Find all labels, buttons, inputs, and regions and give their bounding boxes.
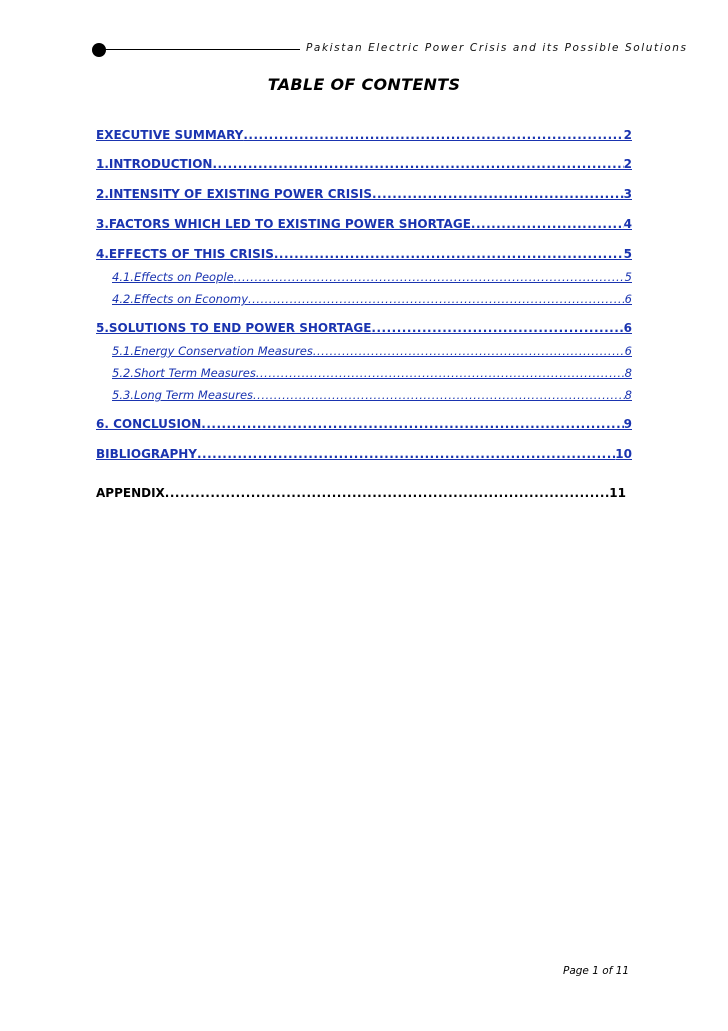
toc-entry-page: 8 bbox=[624, 366, 632, 380]
bullet-dot-icon bbox=[92, 43, 106, 57]
dot-leader bbox=[248, 292, 625, 306]
toc-entry-page: 6 bbox=[624, 344, 632, 358]
dot-leader bbox=[234, 270, 625, 284]
toc-entry-label: 6. CONCLUSION bbox=[96, 417, 202, 431]
dot-leader bbox=[274, 247, 624, 261]
toc-entry-page: 2 bbox=[623, 128, 632, 142]
dot-leader bbox=[243, 128, 623, 142]
toc-entry-executive-summary[interactable] bbox=[96, 128, 632, 142]
toc-entry-label: APPENDIX bbox=[96, 486, 165, 500]
toc-entry-page: 9 bbox=[623, 417, 632, 431]
page-number: Page 1 of 11 bbox=[563, 965, 630, 977]
toc-entry-page: 8 bbox=[624, 388, 632, 402]
toc-entry-page: 2 bbox=[623, 157, 632, 171]
toc-entry-page: 5 bbox=[624, 270, 632, 284]
dot-leader bbox=[313, 344, 625, 358]
dot-leader bbox=[201, 417, 623, 431]
dot-leader bbox=[253, 388, 625, 402]
toc-entry-label: 5.SOLUTIONS TO END POWER SHORTAGE bbox=[96, 321, 372, 335]
dot-leader bbox=[372, 187, 624, 201]
toc-entry-page: 10 bbox=[615, 447, 632, 461]
toc-entry-page: 6 bbox=[623, 321, 632, 335]
toc-entry-short-term[interactable] bbox=[112, 366, 632, 380]
toc-entry-page: 11 bbox=[609, 486, 626, 500]
toc-entry-long-term[interactable] bbox=[112, 388, 632, 402]
toc-entry-appendix bbox=[96, 486, 626, 500]
toc-entry-effects-people[interactable] bbox=[112, 270, 632, 284]
toc-entry-bibliography[interactable] bbox=[96, 447, 632, 461]
toc-entry-label: 5.2.Short Term Measures bbox=[112, 366, 256, 380]
running-header bbox=[92, 40, 688, 60]
toc-entry-label: EXECUTIVE SUMMARY bbox=[96, 128, 244, 142]
toc-entry-label: 4.EFFECTS OF THIS CRISIS bbox=[96, 247, 274, 261]
toc-entry-page: 5 bbox=[623, 247, 632, 261]
toc-entry-effects[interactable] bbox=[96, 247, 632, 261]
toc-entry-effects-economy[interactable] bbox=[112, 292, 632, 306]
toc-entry-label: 4.2.Effects on Economy bbox=[112, 292, 249, 306]
toc-entry-solutions[interactable] bbox=[96, 321, 632, 335]
toc-entry-factors[interactable] bbox=[96, 217, 632, 231]
dot-leader bbox=[471, 217, 624, 231]
toc-entry-energy-conservation[interactable] bbox=[112, 344, 632, 358]
toc-entry-label: 1.INTRODUCTION bbox=[96, 157, 213, 171]
toc-entry-label: 4.1.Effects on People bbox=[112, 270, 234, 284]
toc-entry-label: 5.3.Long Term Measures bbox=[112, 388, 254, 402]
running-title: Pakistan Electric Power Crisis and its Possible Solutions bbox=[306, 42, 688, 54]
dot-leader bbox=[256, 366, 625, 380]
dot-leader bbox=[371, 321, 623, 335]
dot-leader bbox=[165, 486, 610, 500]
toc-entry-page: 3 bbox=[623, 187, 632, 201]
toc-entry-intensity[interactable] bbox=[96, 187, 632, 201]
header-rule bbox=[102, 49, 300, 50]
toc-entry-label: 5.1.Energy Conservation Measures bbox=[112, 344, 313, 358]
page-title: TABLE OF CONTENTS bbox=[267, 75, 461, 94]
toc-entry-page: 6 bbox=[624, 292, 632, 306]
dot-leader bbox=[212, 157, 623, 171]
toc-entry-label: 2.INTENSITY OF EXISTING POWER CRISIS bbox=[96, 187, 372, 201]
toc-entry-page: 4 bbox=[623, 217, 632, 231]
dot-leader bbox=[197, 447, 615, 461]
toc-entry-introduction[interactable] bbox=[96, 157, 632, 171]
toc-entry-label: 3.FACTORS WHICH LED TO EXISTING POWER SHORTAGE bbox=[96, 217, 471, 231]
toc-entry-conclusion[interactable] bbox=[96, 417, 632, 431]
toc-entry-label: BIBLIOGRAPHY bbox=[96, 447, 197, 461]
